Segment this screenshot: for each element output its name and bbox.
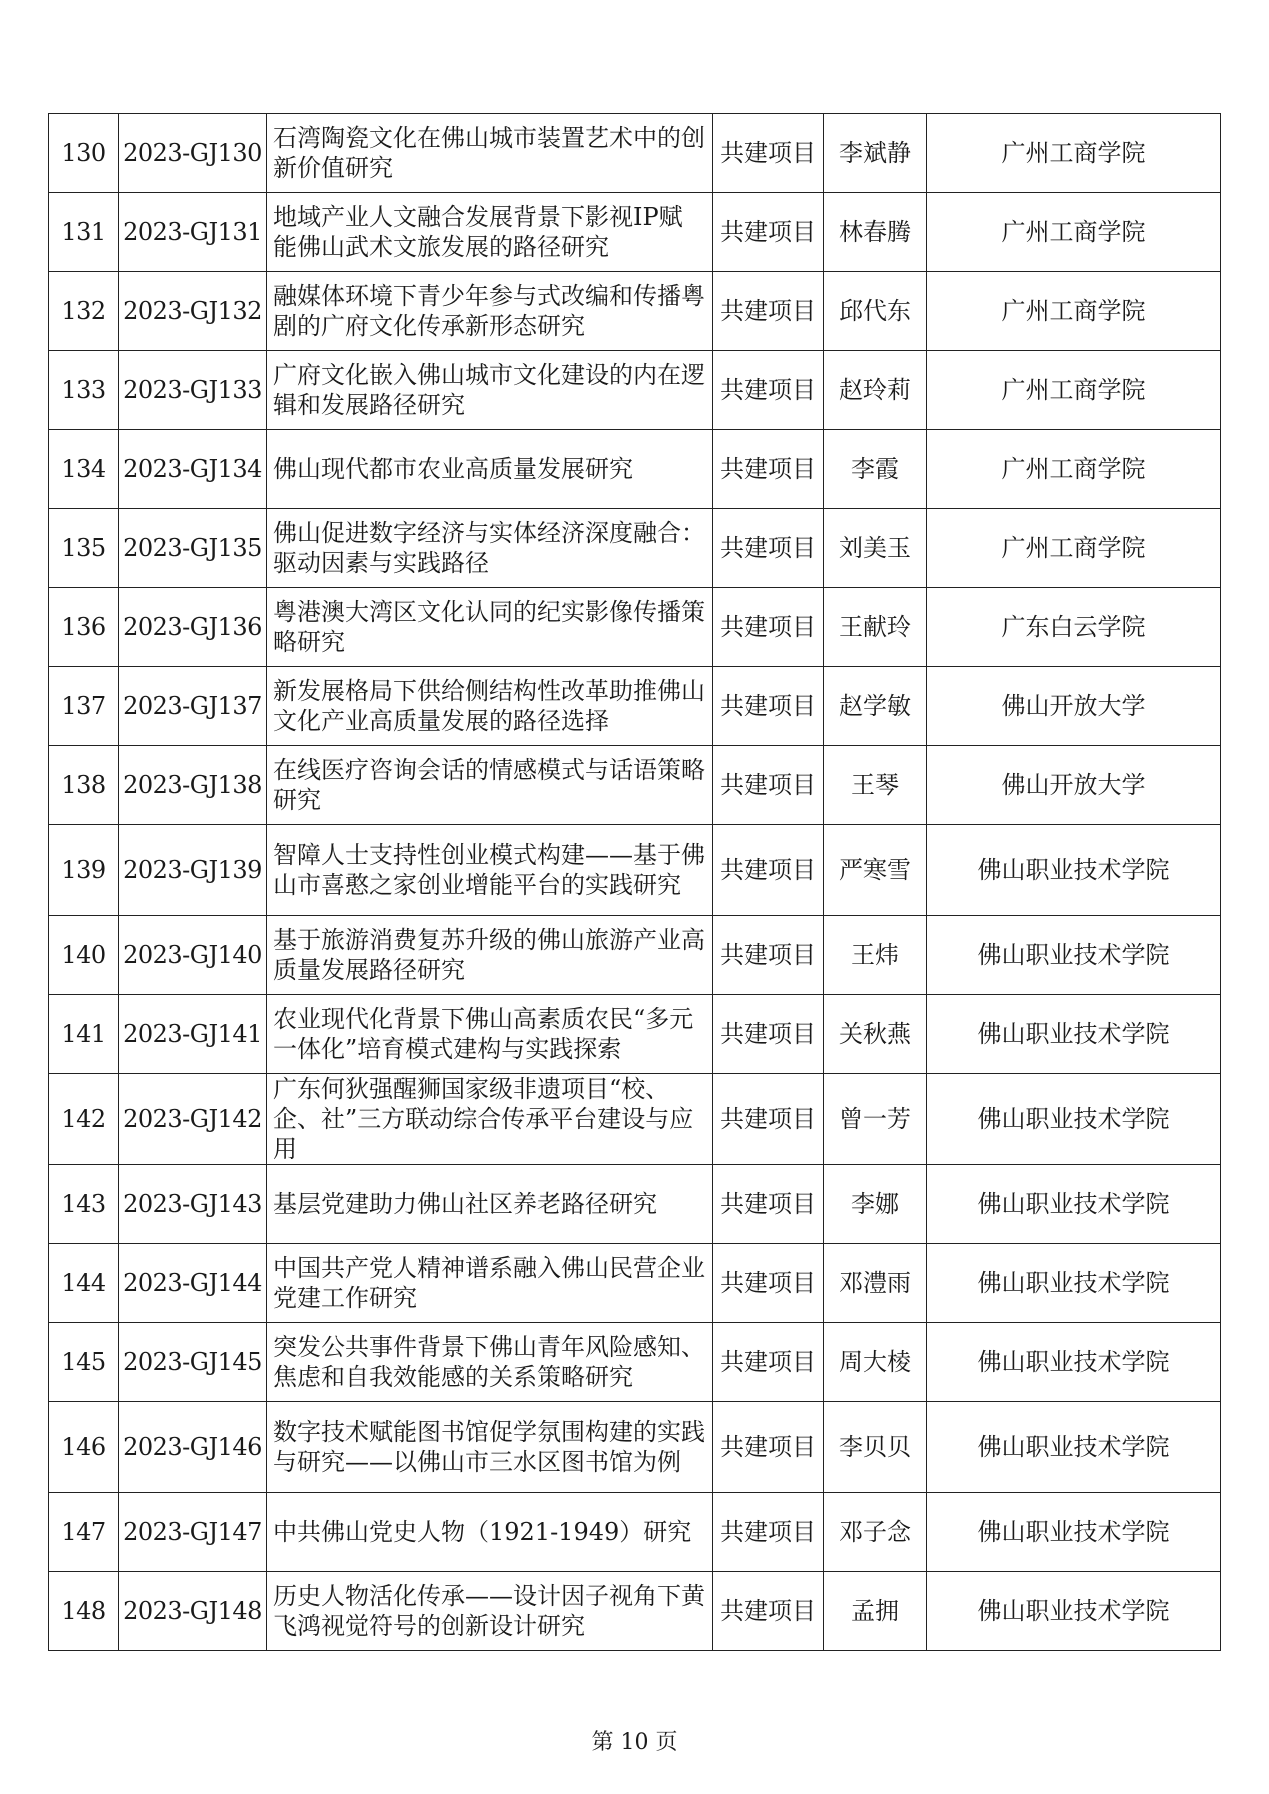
- project-type: 共建项目: [713, 272, 824, 351]
- project-type: 共建项目: [713, 114, 824, 193]
- institution: 佛山职业技术学院: [927, 916, 1221, 995]
- project-title: 石湾陶瓷文化在佛山城市装置艺术中的创新价值研究: [267, 114, 713, 193]
- table-row: [49, 1572, 1221, 1651]
- project-type: 共建项目: [713, 1074, 824, 1165]
- table-row: [49, 588, 1221, 667]
- project-leader: 王炜: [824, 916, 927, 995]
- institution: 佛山职业技术学院: [927, 825, 1221, 916]
- project-title: 智障人士支持性创业模式构建——基于佛山市喜憨之家创业增能平台的实践研究: [267, 825, 713, 916]
- project-title: 佛山促进数字经济与实体经济深度融合：驱动因素与实践路径: [267, 509, 713, 588]
- project-leader: 严寒雪: [824, 825, 927, 916]
- project-code: 2023-GJ134: [119, 430, 267, 509]
- project-leader: 李斌静: [824, 114, 927, 193]
- institution: 广州工商学院: [927, 351, 1221, 430]
- row-number: 148: [49, 1572, 119, 1651]
- row-number: 134: [49, 430, 119, 509]
- project-leader: 赵玲莉: [824, 351, 927, 430]
- project-type: 共建项目: [713, 825, 824, 916]
- institution: 佛山开放大学: [927, 746, 1221, 825]
- project-type: 共建项目: [713, 430, 824, 509]
- table-row: [49, 1244, 1221, 1323]
- project-code: 2023-GJ142: [119, 1074, 267, 1165]
- project-code: 2023-GJ130: [119, 114, 267, 193]
- table-row: [49, 825, 1221, 916]
- project-title: 数字技术赋能图书馆促学氛围构建的实践与研究——以佛山市三水区图书馆为例: [267, 1402, 713, 1493]
- project-code: 2023-GJ132: [119, 272, 267, 351]
- project-leader: 邱代东: [824, 272, 927, 351]
- project-leader: 刘美玉: [824, 509, 927, 588]
- project-leader: 孟拥: [824, 1572, 927, 1651]
- project-leader: 邓子念: [824, 1493, 927, 1572]
- row-number: 133: [49, 351, 119, 430]
- institution: 佛山职业技术学院: [927, 1402, 1221, 1493]
- row-number: 130: [49, 114, 119, 193]
- project-leader: 赵学敏: [824, 667, 927, 746]
- row-number: 135: [49, 509, 119, 588]
- row-number: 146: [49, 1402, 119, 1493]
- table-body: [49, 114, 1221, 1651]
- project-type: 共建项目: [713, 1402, 824, 1493]
- project-title: 中国共产党人精神谱系融入佛山民营企业党建工作研究: [267, 1244, 713, 1323]
- project-title: 佛山现代都市农业高质量发展研究: [267, 430, 713, 509]
- project-type: 共建项目: [713, 351, 824, 430]
- project-code: 2023-GJ136: [119, 588, 267, 667]
- institution: 佛山职业技术学院: [927, 1493, 1221, 1572]
- institution: 佛山职业技术学院: [927, 995, 1221, 1074]
- row-number: 132: [49, 272, 119, 351]
- project-title: 在线医疗咨询会话的情感模式与话语策略研究: [267, 746, 713, 825]
- institution: 广州工商学院: [927, 114, 1221, 193]
- institution: 广州工商学院: [927, 272, 1221, 351]
- project-type: 共建项目: [713, 193, 824, 272]
- project-title: 广府文化嵌入佛山城市文化建设的内在逻辑和发展路径研究: [267, 351, 713, 430]
- row-number: 139: [49, 825, 119, 916]
- project-title: 新发展格局下供给侧结构性改革助推佛山文化产业高质量发展的路径选择: [267, 667, 713, 746]
- project-type: 共建项目: [713, 588, 824, 667]
- table-row: [49, 114, 1221, 193]
- table-row: [49, 193, 1221, 272]
- project-code: 2023-GJ140: [119, 916, 267, 995]
- institution: 广东白云学院: [927, 588, 1221, 667]
- project-type: 共建项目: [713, 1493, 824, 1572]
- institution: 广州工商学院: [927, 509, 1221, 588]
- row-number: 144: [49, 1244, 119, 1323]
- table-row: [49, 746, 1221, 825]
- project-type: 共建项目: [713, 667, 824, 746]
- project-leader: 李霞: [824, 430, 927, 509]
- project-type: 共建项目: [713, 746, 824, 825]
- project-leader: 邓澧雨: [824, 1244, 927, 1323]
- table-row: [49, 1323, 1221, 1402]
- table-row: [49, 430, 1221, 509]
- project-code: 2023-GJ147: [119, 1493, 267, 1572]
- project-leader: 王献玲: [824, 588, 927, 667]
- page-number: 第 10 页: [591, 1730, 678, 1755]
- institution: 佛山职业技术学院: [927, 1244, 1221, 1323]
- project-type: 共建项目: [713, 1572, 824, 1651]
- project-code: 2023-GJ137: [119, 667, 267, 746]
- row-number: 138: [49, 746, 119, 825]
- table-row: [49, 272, 1221, 351]
- project-type: 共建项目: [713, 995, 824, 1074]
- table-row: [49, 351, 1221, 430]
- project-code: 2023-GJ141: [119, 995, 267, 1074]
- table-row: [49, 1493, 1221, 1572]
- table-row: [49, 1402, 1221, 1493]
- project-type: 共建项目: [713, 1244, 824, 1323]
- project-title: 突发公共事件背景下佛山青年风险感知、焦虑和自我效能感的关系策略研究: [267, 1323, 713, 1402]
- project-type: 共建项目: [713, 509, 824, 588]
- project-code: 2023-GJ144: [119, 1244, 267, 1323]
- project-title: 基于旅游消费复苏升级的佛山旅游产业高质量发展路径研究: [267, 916, 713, 995]
- project-title: 农业现代化背景下佛山高素质农民“多元一体化”培育模式建构与实践探索: [267, 995, 713, 1074]
- project-leader: 关秋燕: [824, 995, 927, 1074]
- project-title: 中共佛山党史人物（1921-1949）研究: [267, 1493, 713, 1572]
- table-row: [49, 1165, 1221, 1244]
- project-list-table: [48, 113, 1221, 1651]
- project-code: 2023-GJ146: [119, 1402, 267, 1493]
- project-code: 2023-GJ131: [119, 193, 267, 272]
- project-type: 共建项目: [713, 1323, 824, 1402]
- project-code: 2023-GJ145: [119, 1323, 267, 1402]
- row-number: 136: [49, 588, 119, 667]
- project-type: 共建项目: [713, 916, 824, 995]
- project-type: 共建项目: [713, 1165, 824, 1244]
- row-number: 147: [49, 1493, 119, 1572]
- institution: 佛山职业技术学院: [927, 1323, 1221, 1402]
- institution: 佛山职业技术学院: [927, 1074, 1221, 1165]
- institution: 佛山职业技术学院: [927, 1572, 1221, 1651]
- row-number: 140: [49, 916, 119, 995]
- project-code: 2023-GJ148: [119, 1572, 267, 1651]
- project-leader: 李贝贝: [824, 1402, 927, 1493]
- table-row: [49, 667, 1221, 746]
- project-code: 2023-GJ135: [119, 509, 267, 588]
- row-number: 137: [49, 667, 119, 746]
- institution: 广州工商学院: [927, 430, 1221, 509]
- project-leader: 王琴: [824, 746, 927, 825]
- row-number: 145: [49, 1323, 119, 1402]
- project-title: 历史人物活化传承——设计因子视角下黄飞鸿视觉符号的创新设计研究: [267, 1572, 713, 1651]
- table-row: [49, 995, 1221, 1074]
- project-title: 广东何狄强醒狮国家级非遗项目“校、企、社”三方联动综合传承平台建设与应用: [267, 1074, 713, 1165]
- project-title: 地域产业人文融合发展背景下影视IP赋能佛山武术文旅发展的路径研究: [267, 193, 713, 272]
- project-code: 2023-GJ139: [119, 825, 267, 916]
- project-leader: 李娜: [824, 1165, 927, 1244]
- project-title: 基层党建助力佛山社区养老路径研究: [267, 1165, 713, 1244]
- table-row: [49, 1074, 1221, 1165]
- project-title: 融媒体环境下青少年参与式改编和传播粤剧的广府文化传承新形态研究: [267, 272, 713, 351]
- project-code: 2023-GJ143: [119, 1165, 267, 1244]
- row-number: 143: [49, 1165, 119, 1244]
- table-row: [49, 916, 1221, 995]
- row-number: 131: [49, 193, 119, 272]
- project-title: 粤港澳大湾区文化认同的纪实影像传播策略研究: [267, 588, 713, 667]
- project-code: 2023-GJ138: [119, 746, 267, 825]
- project-code: 2023-GJ133: [119, 351, 267, 430]
- row-number: 141: [49, 995, 119, 1074]
- project-leader: 周大棱: [824, 1323, 927, 1402]
- institution: 佛山开放大学: [927, 667, 1221, 746]
- project-leader: 林春腾: [824, 193, 927, 272]
- institution: 佛山职业技术学院: [927, 1165, 1221, 1244]
- row-number: 142: [49, 1074, 119, 1165]
- institution: 广州工商学院: [927, 193, 1221, 272]
- project-leader: 曾一芳: [824, 1074, 927, 1165]
- table-row: [49, 509, 1221, 588]
